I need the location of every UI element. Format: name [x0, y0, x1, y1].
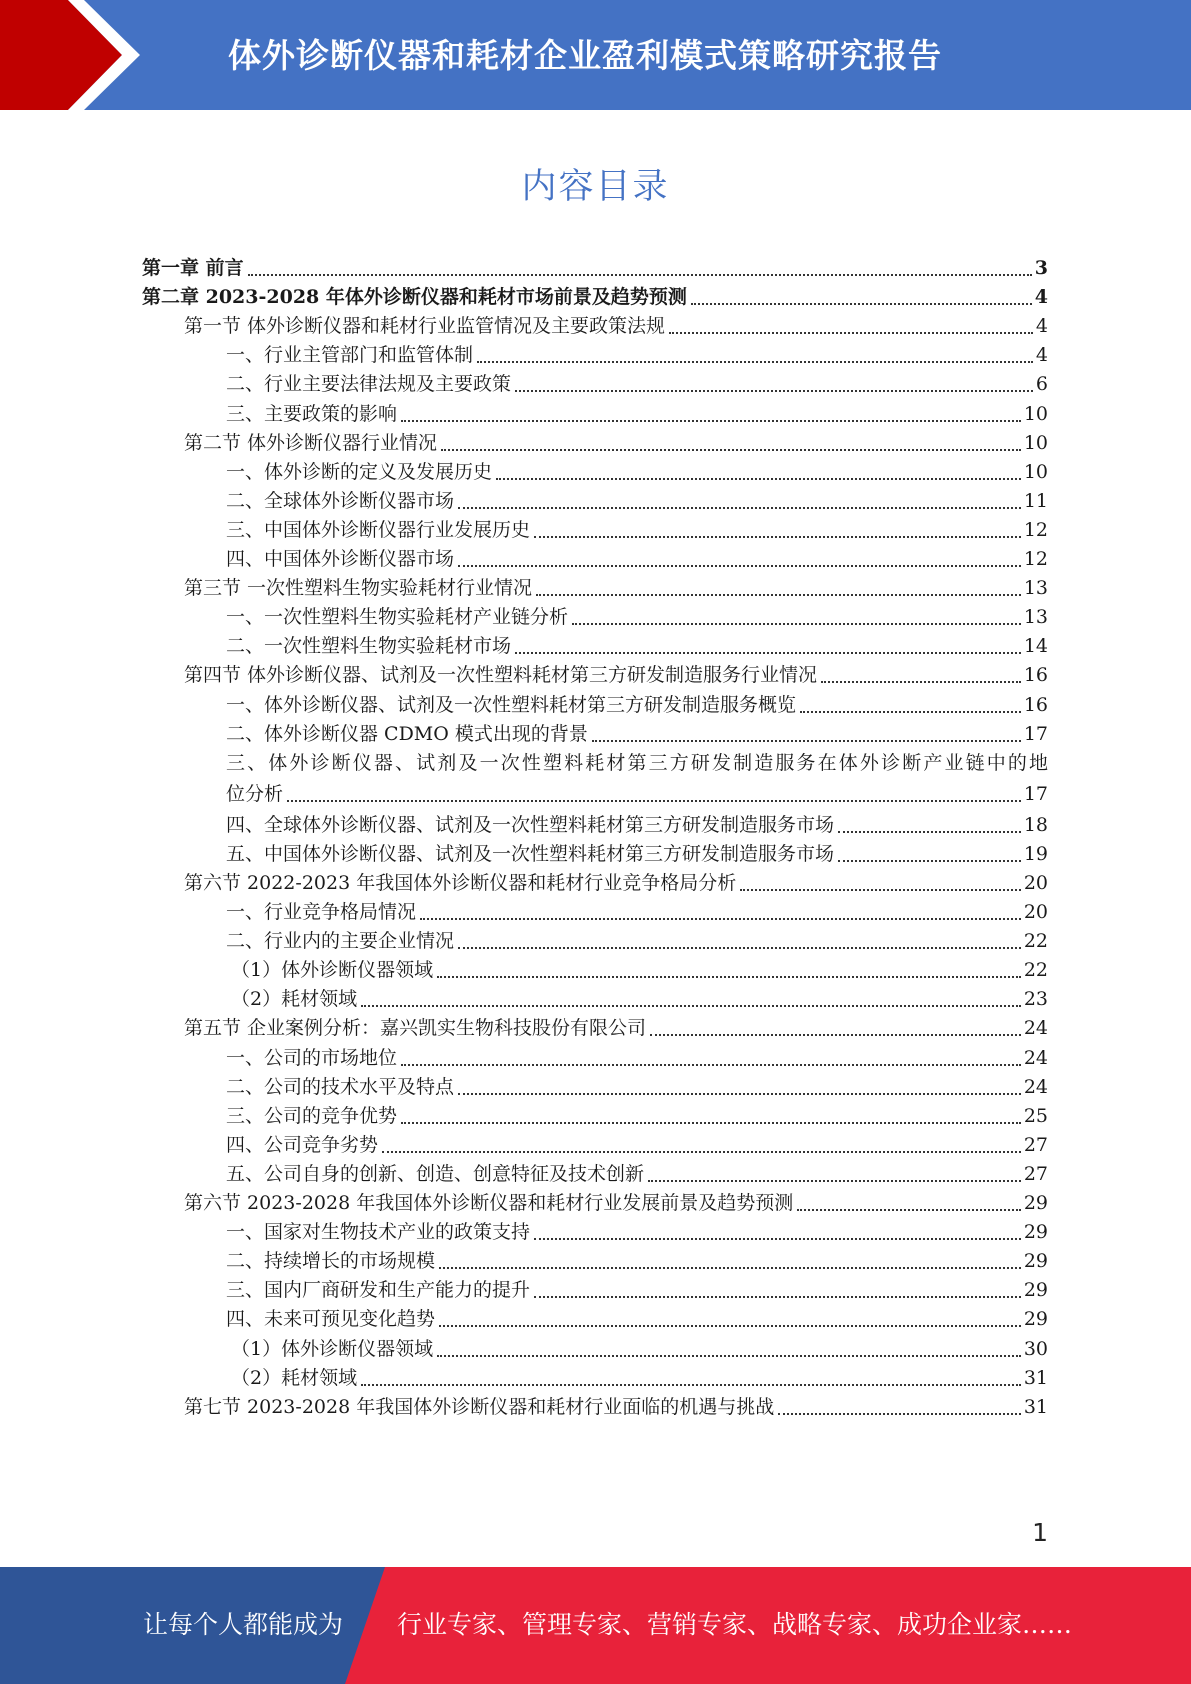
dot-leader [778, 1413, 1021, 1415]
toc-entry-label: 四、中国体外诊断仪器市场 [226, 548, 455, 570]
toc-entry-label: 一、国家对生物技术产业的政策支持 [226, 1221, 531, 1244]
dot-leader [287, 800, 1021, 802]
toc-entry-page: 29 [1023, 1308, 1048, 1331]
toc-entry[interactable] [0, 955, 1191, 986]
toc-entry-label: 一、行业竞争格局情况 [226, 901, 417, 923]
toc-entry-page: 10 [1023, 460, 1048, 483]
toc-entry-label: 一、一次性塑料生物实验耗材产业链分析 [226, 606, 569, 629]
toc-entry-page: 22 [1023, 959, 1048, 982]
toc-entry-page: 10 [1023, 431, 1048, 454]
toc-entry[interactable] [0, 719, 1191, 750]
toc-entry-label: 第一节 体外诊断仪器和耗材行业监管情况及主要政策法规 [184, 315, 666, 338]
toc-entry-label: 一、行业主管部门和监管体制 [226, 344, 474, 367]
dot-leader [458, 507, 1021, 509]
footer-banner [0, 1567, 1191, 1684]
toc-heading: 内容目录 [521, 167, 670, 207]
toc-entry[interactable] [0, 1246, 1191, 1277]
toc-entry-label: 二、行业主要法律法规及主要政策 [226, 373, 512, 396]
toc-entry-page: 18 [1023, 813, 1048, 836]
toc-entry-label: 第五节 企业案例分析：嘉兴凯实生物科技股份有限公司 [184, 1017, 647, 1040]
toc-entry-page: 27 [1023, 1133, 1048, 1156]
toc-entry[interactable] [0, 1217, 1191, 1248]
toc-entry[interactable] [0, 428, 1191, 459]
toc-entry[interactable] [0, 926, 1191, 957]
toc-entry-page: 12 [1023, 548, 1048, 570]
toc-entry[interactable] [0, 1101, 1191, 1132]
toc-entry-label: 二、体外诊断仪器 CDMO 模式出现的背景 [226, 722, 588, 745]
toc-entry-label: 五、中国体外诊断仪器、试剂及一次性塑料耗材第三方研发制造服务市场 [226, 842, 835, 865]
toc-entry-label: 三、国内厂商研发和生产能力的提升 [226, 1279, 531, 1302]
toc-entry-page: 4 [1034, 286, 1048, 309]
dot-leader [838, 831, 1021, 833]
toc-entry[interactable] [0, 1275, 1191, 1306]
toc-entry[interactable] [0, 486, 1191, 517]
dot-leader [534, 1296, 1021, 1298]
toc-entry[interactable] [0, 897, 1191, 928]
toc-entry[interactable] [0, 1188, 1191, 1219]
toc-entry-page: 31 [1023, 1366, 1048, 1389]
dot-leader [496, 478, 1021, 480]
toc-entry-label: 二、公司的技术水平及特点 [226, 1075, 455, 1098]
dot-leader [439, 1267, 1021, 1269]
toc-entry[interactable] [0, 631, 1191, 662]
toc-entry-page: 16 [1023, 664, 1048, 687]
toc-entry-page: 10 [1023, 402, 1048, 425]
toc-entry-page: 4 [1035, 315, 1048, 338]
toc-entry-label: （2）耗材领域 [231, 1366, 358, 1389]
toc-entry[interactable] [0, 311, 1191, 342]
toc-entry-label: 位分析 [226, 782, 284, 805]
toc-entry-page: 29 [1023, 1250, 1048, 1273]
dot-leader [248, 274, 1032, 276]
toc-entry[interactable] [0, 573, 1191, 604]
footer-slogan-left: 让每个人都能成为 [143, 1610, 344, 1639]
toc-entry-label: 五、公司自身的创新、创造、创意特征及技术创新 [226, 1162, 645, 1185]
toc-entry[interactable] [0, 282, 1191, 313]
toc-entry-page: 31 [1023, 1395, 1048, 1418]
toc-entry-page: 29 [1023, 1221, 1048, 1244]
dot-leader [437, 976, 1021, 978]
dot-leader [536, 594, 1021, 596]
header-banner [0, 0, 1191, 110]
toc-entry-page: 11 [1023, 489, 1048, 512]
page-number: 1 [1032, 1518, 1048, 1547]
toc-entry-label: 第四节 体外诊断仪器、试剂及一次性塑料耗材第三方研发制造服务行业情况 [184, 664, 818, 687]
dot-leader [401, 1064, 1021, 1066]
toc-entry-page: 27 [1023, 1162, 1048, 1185]
dot-leader [797, 1209, 1021, 1211]
dot-leader [650, 1034, 1021, 1036]
toc-entry-label: （1）体外诊断仪器领域 [231, 1337, 434, 1360]
toc-entry[interactable] [0, 1130, 1191, 1161]
toc-entry[interactable] [0, 340, 1191, 371]
dot-leader [420, 918, 1021, 920]
dot-leader [439, 1325, 1021, 1327]
toc-entry[interactable] [0, 1159, 1191, 1190]
toc-entry-page: 4 [1035, 344, 1048, 367]
dot-leader [515, 390, 1033, 392]
toc-entry-page: 19 [1023, 842, 1048, 865]
dot-leader [382, 1151, 1021, 1153]
dot-leader [800, 711, 1021, 713]
dot-leader [669, 332, 1033, 334]
footer-slogan-right: 行业专家、管理专家、营销专家、战略专家、成功企业家…… [397, 1610, 1073, 1639]
dot-leader [534, 536, 1021, 538]
toc-entry[interactable] [0, 253, 1191, 284]
toc-entry[interactable] [0, 457, 1191, 488]
dot-leader [572, 623, 1021, 625]
toc-entry-page: 13 [1023, 577, 1048, 600]
toc-entry-page: 24 [1023, 1017, 1048, 1040]
dot-leader [648, 1180, 1021, 1182]
toc-entry[interactable] [0, 868, 1191, 899]
toc-entry[interactable] [0, 1304, 1191, 1335]
dot-leader [838, 860, 1021, 862]
toc-entry-page: 3 [1034, 257, 1048, 279]
toc-entry-page: 24 [1023, 1046, 1048, 1069]
toc-entry-page: 17 [1023, 782, 1048, 805]
toc-entry-page: 20 [1023, 871, 1048, 894]
toc-entry[interactable] [0, 515, 1191, 546]
toc-entry-page: 16 [1023, 693, 1048, 716]
dot-leader [821, 681, 1021, 683]
toc-entry-page: 30 [1023, 1337, 1048, 1360]
toc-entry[interactable] [0, 660, 1191, 691]
dot-leader [401, 420, 1021, 422]
dot-leader [361, 1384, 1021, 1386]
dot-leader [437, 1355, 1021, 1357]
toc-entry-page: 29 [1023, 1279, 1048, 1302]
header-arrow-decoration [0, 0, 160, 110]
dot-leader [401, 1122, 1021, 1124]
toc-entry-page: 29 [1023, 1192, 1048, 1214]
dot-leader [740, 889, 1021, 891]
toc-entry-label: 四、未来可预见变化趋势 [226, 1308, 436, 1331]
toc-entry-label: 第三节 一次性塑料生物实验耗材行业情况 [184, 577, 533, 600]
toc-entry[interactable] [0, 984, 1191, 1015]
toc-entry-label: 一、体外诊断仪器、试剂及一次性塑料耗材第三方研发制造服务概览 [226, 693, 797, 716]
toc-entry-label: 第一章 前言 [142, 257, 244, 279]
toc-entry[interactable] [0, 690, 1191, 721]
dot-leader [691, 303, 1032, 305]
toc-entry[interactable] [0, 1392, 1191, 1423]
toc-entry-page: 6 [1035, 373, 1048, 396]
toc-entry-label: 二、持续增长的市场规模 [226, 1250, 436, 1273]
dot-leader [458, 565, 1021, 567]
dot-leader [441, 449, 1021, 451]
toc-entry-label: （1）体外诊断仪器领域 [231, 959, 434, 982]
toc-entry-label: 三、中国体外诊断仪器行业发展历史 [226, 518, 531, 541]
toc-entry-label: 一、公司的市场地位 [226, 1046, 398, 1069]
toc-entry-label: 第七节 2023-2028 年我国体外诊断仪器和耗材行业面临的机遇与挑战 [184, 1395, 775, 1418]
toc-entry-label: 四、公司竞争劣势 [226, 1133, 379, 1156]
toc-entry[interactable] [0, 839, 1191, 870]
toc-entry-page: 24 [1023, 1075, 1048, 1098]
toc-entry-label: 第六节 2023-2028 年我国体外诊断仪器和耗材行业发展前景及趋势预测 [184, 1192, 794, 1214]
toc-entry[interactable] [0, 748, 1191, 810]
toc-entry[interactable] [0, 602, 1191, 633]
toc-entry[interactable] [0, 369, 1191, 400]
toc-entry-label: 三、主要政策的影响 [226, 402, 398, 425]
dot-leader [592, 740, 1021, 742]
toc-entry-label: 第六节 2022-2023 年我国体外诊断仪器和耗材行业竞争格局分析 [184, 871, 737, 894]
toc-entry-page: 22 [1023, 930, 1048, 953]
toc-entry[interactable] [0, 1013, 1191, 1044]
toc-entry-page: 23 [1023, 988, 1048, 1011]
toc-entry-label: 第二章 2023-2028 年体外诊断仪器和耗材市场前景及趋势预测 [142, 286, 687, 309]
report-title: 体外诊断仪器和耗材企业盈利模式策略研究报告 [228, 36, 942, 75]
dot-leader [515, 652, 1021, 654]
toc-entry-page: 13 [1023, 606, 1048, 629]
dot-leader [534, 1238, 1021, 1240]
toc-entry[interactable] [0, 1072, 1191, 1103]
toc-entry[interactable] [0, 1043, 1191, 1074]
toc-entry-page: 25 [1023, 1104, 1048, 1127]
dot-leader [458, 947, 1021, 949]
toc-entry-label: 四、全球体外诊断仪器、试剂及一次性塑料耗材第三方研发制造服务市场 [226, 813, 835, 836]
toc-entry[interactable] [0, 1363, 1191, 1394]
toc-entry-label: 三、公司的竞争优势 [226, 1104, 398, 1127]
toc-entry-label: （2）耗材领域 [231, 988, 358, 1011]
toc-entry-label: 二、一次性塑料生物实验耗材市场 [226, 635, 512, 658]
dot-leader [477, 361, 1033, 363]
toc-entry-label: 二、全球体外诊断仪器市场 [226, 489, 455, 512]
toc-entry-page: 17 [1023, 722, 1048, 745]
toc-entry-page: 12 [1023, 518, 1048, 541]
toc-entry-page: 20 [1023, 901, 1048, 923]
toc-entry-page: 14 [1023, 635, 1048, 658]
toc-entry-label: 一、体外诊断的定义及发展历史 [226, 460, 493, 483]
dot-leader [361, 1005, 1021, 1007]
toc-entry[interactable] [0, 544, 1191, 575]
toc-entry-label: 二、行业内的主要企业情况 [226, 930, 455, 953]
toc-entry[interactable] [0, 810, 1191, 841]
dot-leader [458, 1093, 1021, 1095]
toc-entry-label-line1: 三、体外诊断仪器、试剂及一次性塑料耗材第三方研发制造服务在体外诊断产业链中的地 [226, 751, 1048, 774]
toc-entry[interactable] [0, 399, 1191, 430]
toc-entry[interactable] [0, 1334, 1191, 1365]
toc-entry-label: 第二节 体外诊断仪器行业情况 [184, 431, 438, 454]
